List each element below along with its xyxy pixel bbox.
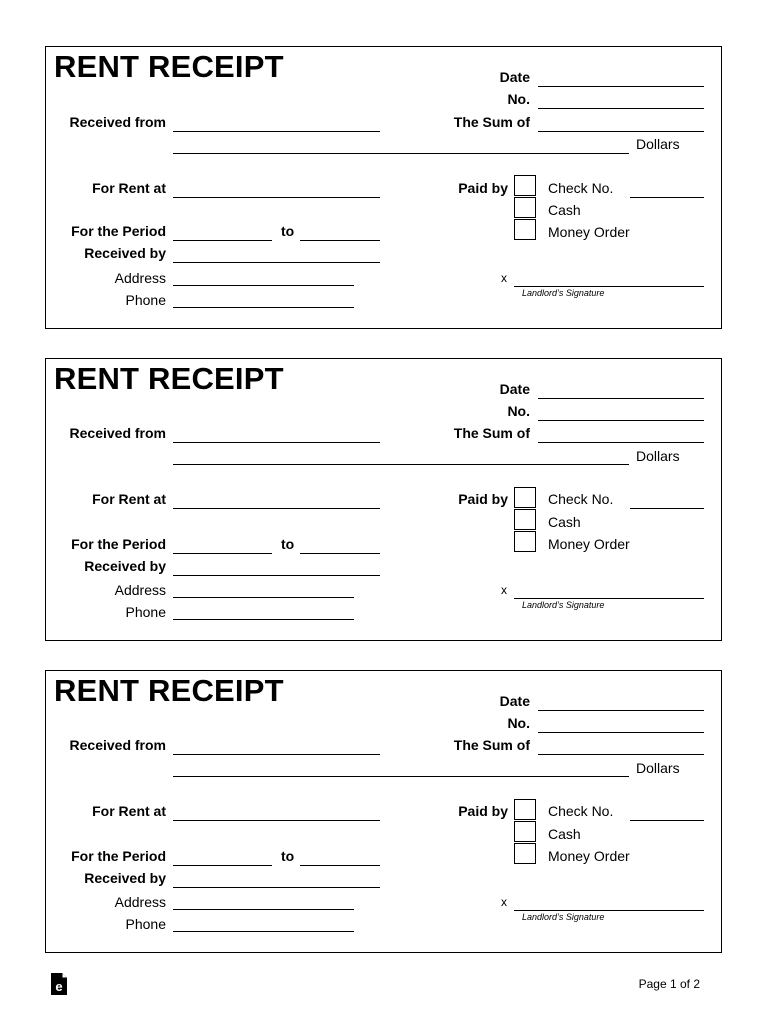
for-rent-label: For Rent at	[92, 180, 166, 196]
sum-field[interactable]	[538, 442, 704, 443]
receipt-number-label: No.	[507, 91, 530, 107]
cash-option-label: Cash	[548, 826, 581, 842]
cash-option-label: Cash	[548, 202, 581, 218]
for-rent-field[interactable]	[173, 820, 380, 821]
check-checkbox[interactable]	[514, 487, 536, 508]
address-field[interactable]	[173, 285, 354, 286]
period-to-label: to	[281, 536, 295, 552]
paid-by-label: Paid by	[458, 180, 508, 196]
money-order-checkbox[interactable]	[514, 843, 536, 864]
for-rent-label: For Rent at	[92, 803, 166, 819]
sum-field[interactable]	[538, 754, 704, 755]
period-to-label: to	[281, 848, 295, 864]
for-rent-label: For Rent at	[92, 491, 166, 507]
address-label: Address	[114, 894, 166, 910]
receipt-number-field[interactable]	[538, 420, 704, 421]
receipt-title: RENT RECEIPT	[54, 49, 284, 84]
period-start-field[interactable]	[173, 240, 272, 241]
check-checkbox[interactable]	[514, 175, 536, 196]
money-order-option-label: Money Order	[548, 536, 630, 552]
money-order-checkbox[interactable]	[514, 531, 536, 552]
sum-label: The Sum of	[453, 114, 530, 130]
received-from-label: Received from	[69, 737, 166, 753]
period-label: For the Period	[71, 536, 166, 552]
receipt-number-field[interactable]	[538, 732, 704, 733]
rent-receipt-1	[45, 46, 722, 329]
check-number-field[interactable]	[630, 197, 704, 198]
landlord-signature-field[interactable]	[514, 286, 704, 287]
eforms-logo-icon	[50, 972, 68, 996]
received-by-label: Received by	[84, 870, 166, 886]
address-field[interactable]	[173, 909, 354, 910]
sum-words-field[interactable]	[173, 153, 629, 154]
sum-field[interactable]	[538, 131, 704, 132]
phone-label: Phone	[125, 292, 166, 308]
landlord-signature-field[interactable]	[514, 910, 704, 911]
received-by-label: Received by	[84, 245, 166, 261]
received-from-field[interactable]	[173, 754, 380, 755]
received-by-field[interactable]	[173, 262, 380, 263]
address-field[interactable]	[173, 597, 354, 598]
cash-checkbox[interactable]	[514, 509, 536, 530]
money-order-option-label: Money Order	[548, 848, 630, 864]
sum-words-field[interactable]	[173, 776, 629, 777]
received-from-label: Received from	[69, 114, 166, 130]
svg-text:e: e	[55, 979, 63, 994]
phone-field[interactable]	[173, 931, 354, 932]
check-checkbox[interactable]	[514, 799, 536, 820]
for-rent-field[interactable]	[173, 197, 380, 198]
period-label: For the Period	[71, 848, 166, 864]
cash-option-label: Cash	[548, 514, 581, 530]
date-label: Date	[499, 381, 530, 397]
check-option-label: Check No.	[548, 180, 614, 196]
date-label: Date	[499, 69, 530, 85]
receipt-number-label: No.	[507, 715, 530, 731]
receipt-title: RENT RECEIPT	[54, 673, 284, 708]
for-rent-field[interactable]	[173, 508, 380, 509]
dollars-label: Dollars	[636, 760, 680, 776]
period-to-label: to	[281, 223, 295, 239]
address-label: Address	[114, 270, 166, 286]
check-option-label: Check No.	[548, 803, 614, 819]
signature-x-mark: x	[501, 583, 507, 597]
address-label: Address	[114, 582, 166, 598]
money-order-checkbox[interactable]	[514, 219, 536, 240]
dollars-label: Dollars	[636, 448, 680, 464]
received-from-field[interactable]	[173, 442, 380, 443]
period-label: For the Period	[71, 223, 166, 239]
sum-words-field[interactable]	[173, 464, 629, 465]
received-from-field[interactable]	[173, 131, 380, 132]
signature-x-mark: x	[501, 271, 507, 285]
paid-by-label: Paid by	[458, 491, 508, 507]
sum-label: The Sum of	[453, 737, 530, 753]
receipt-title: RENT RECEIPT	[54, 361, 284, 396]
landlord-signature-field[interactable]	[514, 598, 704, 599]
receipt-number-label: No.	[507, 403, 530, 419]
period-start-field[interactable]	[173, 865, 272, 866]
period-start-field[interactable]	[173, 553, 272, 554]
received-from-label: Received from	[69, 425, 166, 441]
page-number: Page 1 of 2	[638, 977, 700, 991]
received-by-label: Received by	[84, 558, 166, 574]
sum-label: The Sum of	[453, 425, 530, 441]
check-option-label: Check No.	[548, 491, 614, 507]
received-by-field[interactable]	[173, 887, 380, 888]
rent-receipt-2	[45, 358, 722, 641]
phone-label: Phone	[125, 916, 166, 932]
cash-checkbox[interactable]	[514, 821, 536, 842]
period-end-field[interactable]	[300, 240, 380, 241]
signature-x-mark: x	[501, 895, 507, 909]
period-end-field[interactable]	[300, 865, 380, 866]
receipt-number-field[interactable]	[538, 108, 704, 109]
dollars-label: Dollars	[636, 136, 680, 152]
check-number-field[interactable]	[630, 820, 704, 821]
money-order-option-label: Money Order	[548, 224, 630, 240]
check-number-field[interactable]	[630, 508, 704, 509]
paid-by-label: Paid by	[458, 803, 508, 819]
date-field[interactable]	[538, 398, 704, 399]
phone-label: Phone	[125, 604, 166, 620]
phone-field[interactable]	[173, 619, 354, 620]
date-label: Date	[499, 693, 530, 709]
signature-caption: Landlord’s Signature	[522, 288, 605, 298]
phone-field[interactable]	[173, 307, 354, 308]
cash-checkbox[interactable]	[514, 197, 536, 218]
signature-caption: Landlord’s Signature	[522, 600, 605, 610]
period-end-field[interactable]	[300, 553, 380, 554]
date-field[interactable]	[538, 86, 704, 87]
received-by-field[interactable]	[173, 575, 380, 576]
rent-receipt-3	[45, 670, 722, 953]
date-field[interactable]	[538, 710, 704, 711]
signature-caption: Landlord’s Signature	[522, 912, 605, 922]
